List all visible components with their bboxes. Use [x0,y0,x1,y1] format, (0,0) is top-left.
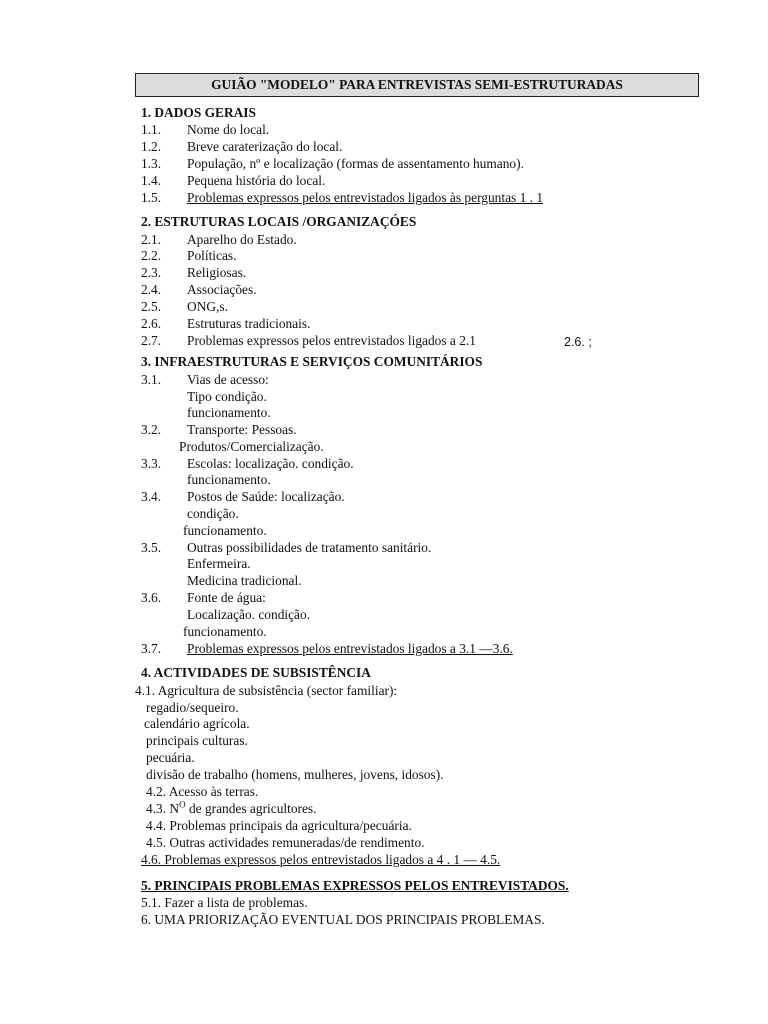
item-number: 2.7. [141,333,162,348]
list-item [146,801,317,817]
item-text: ONG,s. [187,299,228,314]
item-text: de grandes agricultores. [185,801,317,816]
item-text: Aparelho do Estado. [187,232,297,247]
sub-item: pecuária. [146,750,195,765]
item-text: Outras possibilidades de tratamento sanitário. [187,540,432,555]
item-number: 2.6. [141,316,162,331]
section-3-heading: 3. INFRAESTRUTURAS E SERVIÇOS COMUNITÁRIOS [141,354,483,369]
item-text: População, nº e localização (formas de assentamento humano). [187,156,524,171]
item-number: 2.2. [141,248,162,263]
item-number: 3.2. [141,422,162,437]
list-item: 4.4. Problemas principais da agricultura/pecuária. [146,818,412,833]
item-number: 1.5. [141,190,162,205]
item-number: 3.6. [141,590,162,605]
sub-item: principais culturas. [146,733,248,748]
item-text: Transporte: Pessoas. [187,422,297,437]
item-extra: 2.6. ; [564,335,592,349]
list-item: 4.1. Agricultura de subsistência (sector familiar): [135,683,398,698]
sub-item: funcionamento. [187,405,271,420]
section-4-heading: 4. ACTIVIDADES DE SUBSISTÊNCIA [141,665,371,680]
item-number: 2.4. [141,282,162,297]
section-6-heading: 6. UMA PRIORIZAÇÃO EVENTUAL DOS PRINCIPAIS PROBLEMAS. [141,912,545,927]
section-1-heading: 1. DADOS GERAIS [141,105,256,120]
sub-item: divisão de trabalho (homens, mulheres, jovens, idosos). [146,767,444,782]
item-number: 2.1. [141,232,162,247]
item-text: Nome do local. [187,122,270,137]
item-number: 1.4. [141,173,162,188]
list-item: 4.2. Acesso às terras. [146,784,259,799]
sub-item: Localização. condição. [187,607,311,622]
item-text: Problemas expressos pelos entrevistados ligados às perguntas 1 . 1 [187,190,544,205]
item-text: Vias de acesso: [187,372,269,387]
list-item: 4.5. Outras actividades remuneradas/de rendimento. [146,835,425,850]
sub-item: condição. [187,506,239,521]
item-text: Postos de Saúde: localização. [187,489,345,504]
item-number: 3.1. [141,372,162,387]
item-number: 3.7. [141,641,162,656]
item-text: Religiosas. [187,265,247,280]
item-text: 4.3. N [146,801,180,816]
sub-item: Medicina tradicional. [187,573,302,588]
item-text: Problemas expressos pelos entrevistados ligados a 2.1 [187,333,476,348]
item-number: 2.3. [141,265,162,280]
item-number: 3.4. [141,489,162,504]
item-number: 2.5. [141,299,162,314]
item-number: 1.2. [141,139,162,154]
item-text: Escolas: localização. condição. [187,456,354,471]
sub-item: funcionamento. [183,624,267,639]
section-5-heading: 5. PRINCIPAIS PROBLEMAS EXPRESSOS PELOS ENTREVISTADOS. [141,878,569,893]
item-text: Associações. [187,282,257,297]
item-number: 1.1. [141,122,162,137]
section-2-heading: 2. ESTRUTURAS LOCAIS /ORGANIZAÇÓES [141,214,417,229]
sub-item: calendário agrícola. [144,716,250,731]
item-text: Fonte de água: [187,590,266,605]
item-number: 3.5. [141,540,162,555]
sub-item: Tipo condição. [187,389,267,404]
item-text: Pequena história do local. [187,173,326,188]
sub-item: funcionamento. [183,523,267,538]
sub-item: Produtos/Comercialização. [179,439,324,454]
item-text: Estruturas tradicionais. [187,316,311,331]
item-number: 1.3. [141,156,162,171]
item-text: Problemas expressos pelos entrevistados ligados a 3.1 —3.6. [187,641,513,656]
sub-item: regadio/sequeiro. [146,700,239,715]
sub-item: Enfermeira. [187,556,251,571]
item-number: 3.3. [141,456,162,471]
item-text: Breve caraterização do local. [187,139,343,154]
sub-item: funcionamento. [187,472,271,487]
list-item: 5.1. Fazer a lista de problemas. [141,895,308,910]
list-item: 4.6. Problemas expressos pelos entrevistados ligados a 4 . 1 — 4.5. [141,852,501,867]
superscript: O [179,799,186,810]
item-text: Políticas. [187,248,237,263]
document-title: GUIÃO "MODELO" PARA ENTREVISTAS SEMI-ESTRUTURADAS [135,73,699,97]
